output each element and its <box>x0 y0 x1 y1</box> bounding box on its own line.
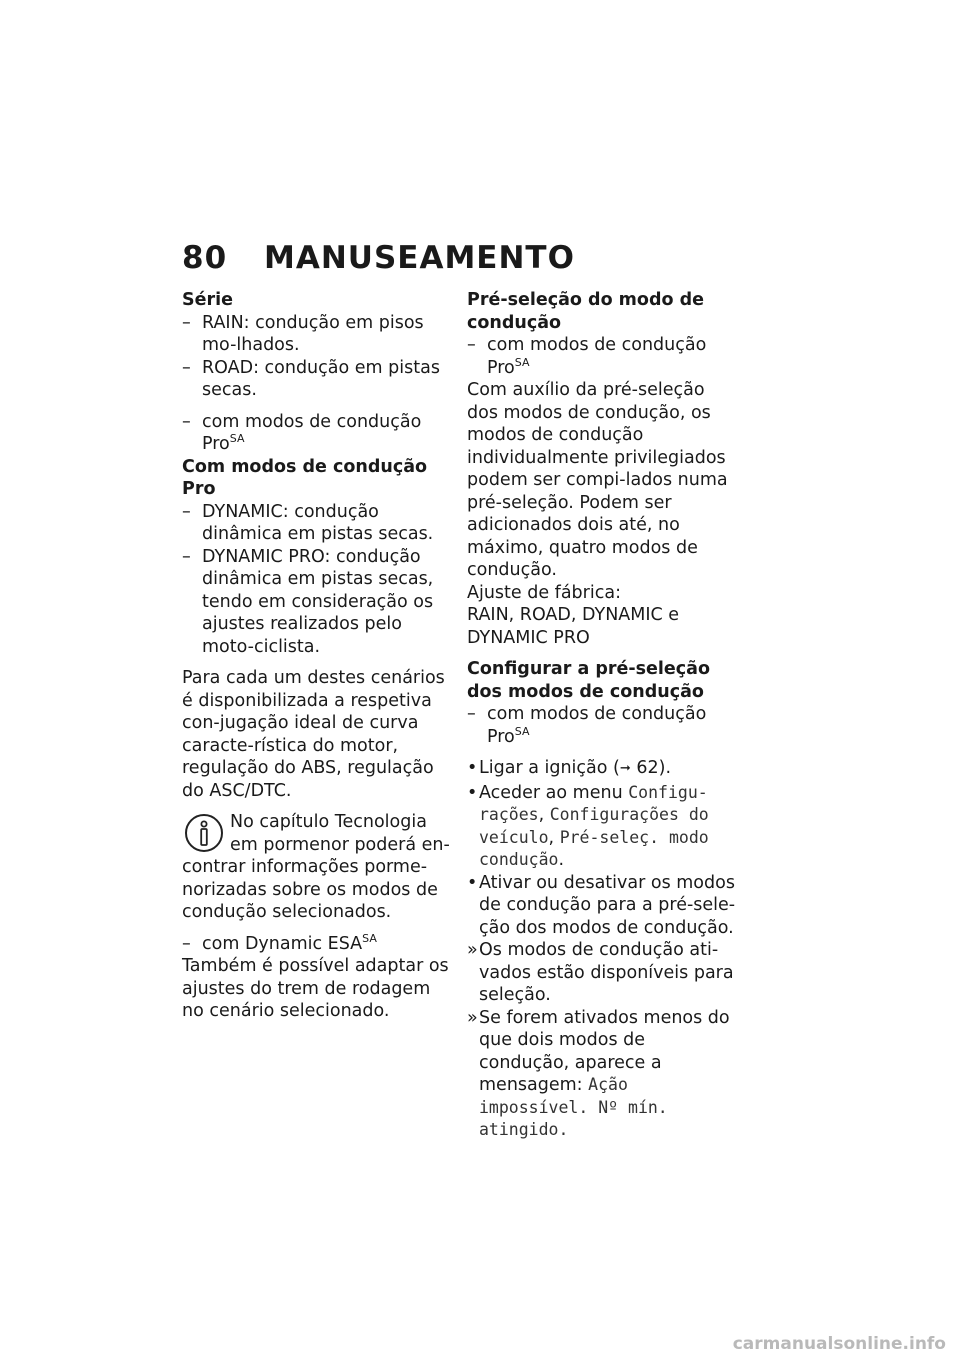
page-header <box>182 240 575 276</box>
dynamic-item: – DYNAMIC: condução dinâmica em pistas secas. <box>182 501 454 546</box>
arrow-right-icon: ➞ <box>619 761 631 776</box>
chassis-paragraph: Também é possível adaptar os ajustes do trem de rodagem no cenário selecionado. <box>182 956 449 1021</box>
watermark: carmanualsonline.info <box>732 1334 946 1354</box>
result-message: » Se forem ativados menos do que dois modos de condução, aparece a mensagem: Ação impossível. Nº mín. atingido. <box>467 1007 739 1142</box>
left-column <box>182 289 454 1023</box>
condition-pro: – com modos de condução Pro$^{SA}$ <box>467 334 739 379</box>
info-icon <box>184 813 224 853</box>
sa-marker: SA <box>514 724 530 738</box>
page-number: 80 <box>182 240 228 276</box>
right-column <box>467 289 739 1142</box>
result-available: » Os modos de condução ati-vados estão disponíveis para seleção. <box>467 939 739 1007</box>
info-note <box>182 811 454 924</box>
menu-configuracoes-veiculo: Configurações do veículo <box>479 805 709 847</box>
step-activate: • Ativar ou desativar os modos de condução para a pré-sele-ção dos modos de condução. <box>467 872 739 940</box>
road-item: – ROAD: condução em pistas secas. <box>182 357 454 402</box>
condition-pro: – com modos de condução Pro$^{SA}$ <box>182 411 454 456</box>
step-menu: • Aceder ao menu Configu-rações, Configurações do veículo, Pré-seleç. modo condução. <box>467 782 739 872</box>
menu-preselecao: Pré-seleç. modo condução <box>479 827 709 869</box>
scenario-paragraph: Para cada um destes cenários é disponibilizada a respetiva con-jugação ideal de curva caracte-rística do motor, regulação do ABS, regulação do ASC/DTC. <box>182 668 445 801</box>
condition-pro: – com modos de condução Pro$^{SA}$ <box>467 703 739 748</box>
step-ignition: • Ligar a ignição (➞ 62). <box>467 757 739 782</box>
dynamic-pro-item: – DYNAMIC PRO: condução dinâmica em pistas secas, tendo em consideração os ajustes realizados pelo moto-ciclista. <box>182 546 454 659</box>
rain-item: – RAIN: condução em pisos mo-lhados. <box>182 312 454 357</box>
menu-configuracoes: Configu-rações <box>479 782 708 824</box>
section-title: MANUSEAMENTO <box>264 240 575 276</box>
factory-label: Ajuste de fábrica: <box>467 582 621 603</box>
pro-heading: Com modos de condução Pro <box>182 456 428 499</box>
preselection-paragraph: Com auxílio da pré-seleção dos modos de condução, os modos de condução individualmente privilegiados podem ser compi-lados numa pré-seleção. Podem ser adicionados dois até, no máximo, quatro modos de condução. <box>467 380 728 580</box>
sa-marker: SA <box>229 432 245 445</box>
configure-heading: Configurar a pré-seleção dos modos de condução <box>467 659 710 702</box>
factory-value: RAIN, ROAD, DYNAMIC e DYNAMIC PRO <box>467 605 680 648</box>
serie-heading: Série <box>182 290 233 310</box>
sa-marker: SA <box>362 931 377 945</box>
display-message: Ação impossível. Nº mín. atingido. <box>479 1075 668 1139</box>
note-text: No capítulo Tecnologia em pormenor poderá en-contrar informações porme-norizadas sobre os modos de condução selecionados. <box>182 812 450 922</box>
condition-esa: – com Dynamic $ESA^{SA}$ <box>182 933 454 956</box>
preselection-heading: Pré-seleção do modo de condução <box>467 290 704 333</box>
sa-marker: SA <box>514 355 530 369</box>
